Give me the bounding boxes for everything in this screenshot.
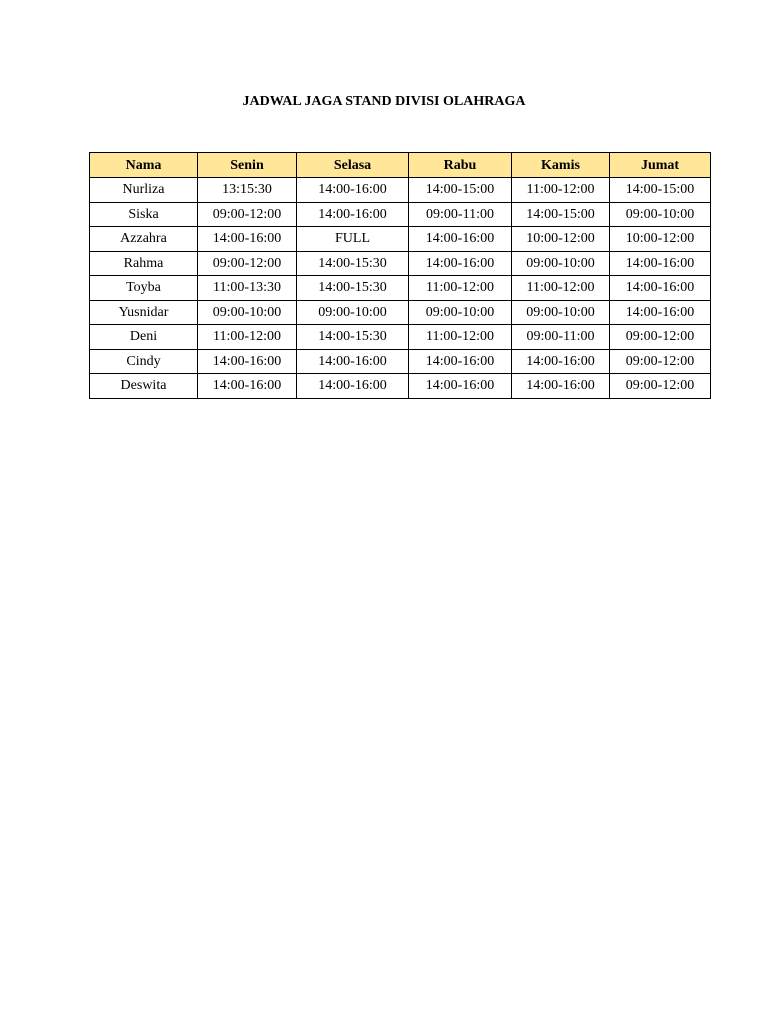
selasa-cell: 14:00-15:30 bbox=[297, 251, 409, 276]
table-row bbox=[90, 251, 711, 276]
schedule-table bbox=[89, 152, 711, 399]
table-row bbox=[90, 227, 711, 252]
selasa-cell: 14:00-15:30 bbox=[297, 276, 409, 301]
jumat-cell: 09:00-12:00 bbox=[610, 349, 711, 374]
rabu-cell: 11:00-12:00 bbox=[409, 276, 512, 301]
name-cell: Cindy bbox=[90, 349, 198, 374]
table-body bbox=[90, 178, 711, 399]
name-cell: Siska bbox=[90, 202, 198, 227]
kamis-cell: 14:00-16:00 bbox=[512, 349, 610, 374]
kamis-cell: 11:00-12:00 bbox=[512, 276, 610, 301]
rabu-cell: 14:00-16:00 bbox=[409, 374, 512, 399]
rabu-cell: 09:00-11:00 bbox=[409, 202, 512, 227]
rabu-cell: 14:00-16:00 bbox=[409, 349, 512, 374]
table-row bbox=[90, 276, 711, 301]
jumat-cell: 09:00-10:00 bbox=[610, 202, 711, 227]
senin-cell: 11:00-13:30 bbox=[198, 276, 297, 301]
header-cell-rabu: Rabu bbox=[409, 153, 512, 178]
name-cell: Nurliza bbox=[90, 178, 198, 203]
page-title: JADWAL JAGA STAND DIVISI OLAHRAGA bbox=[242, 94, 526, 109]
jumat-cell: 14:00-16:00 bbox=[610, 300, 711, 325]
selasa-cell: 14:00-15:30 bbox=[297, 325, 409, 350]
kamis-cell: 14:00-15:00 bbox=[512, 202, 610, 227]
senin-cell: 14:00-16:00 bbox=[198, 349, 297, 374]
table-row bbox=[90, 178, 711, 203]
kamis-cell: 10:00-12:00 bbox=[512, 227, 610, 252]
senin-cell: 09:00-12:00 bbox=[198, 251, 297, 276]
header-cell-jumat: Jumat bbox=[610, 153, 711, 178]
senin-cell: 09:00-10:00 bbox=[198, 300, 297, 325]
table-row bbox=[90, 300, 711, 325]
jumat-cell: 14:00-16:00 bbox=[610, 251, 711, 276]
name-cell: Deswita bbox=[90, 374, 198, 399]
selasa-cell: FULL bbox=[297, 227, 409, 252]
kamis-cell: 09:00-11:00 bbox=[512, 325, 610, 350]
kamis-cell: 14:00-16:00 bbox=[512, 374, 610, 399]
rabu-cell: 14:00-16:00 bbox=[409, 227, 512, 252]
senin-cell: 14:00-16:00 bbox=[198, 227, 297, 252]
selasa-cell: 14:00-16:00 bbox=[297, 374, 409, 399]
kamis-cell: 09:00-10:00 bbox=[512, 300, 610, 325]
name-cell: Azzahra bbox=[90, 227, 198, 252]
name-cell: Toyba bbox=[90, 276, 198, 301]
name-cell: Rahma bbox=[90, 251, 198, 276]
header-cell-senin: Senin bbox=[198, 153, 297, 178]
rabu-cell: 14:00-16:00 bbox=[409, 251, 512, 276]
senin-cell: 09:00-12:00 bbox=[198, 202, 297, 227]
senin-cell: 11:00-12:00 bbox=[198, 325, 297, 350]
header-cell-selasa: Selasa bbox=[297, 153, 409, 178]
rabu-cell: 11:00-12:00 bbox=[409, 325, 512, 350]
jumat-cell: 09:00-12:00 bbox=[610, 325, 711, 350]
table-row bbox=[90, 349, 711, 374]
selasa-cell: 14:00-16:00 bbox=[297, 178, 409, 203]
selasa-cell: 14:00-16:00 bbox=[297, 202, 409, 227]
selasa-cell: 09:00-10:00 bbox=[297, 300, 409, 325]
kamis-cell: 09:00-10:00 bbox=[512, 251, 610, 276]
senin-cell: 13:15:30 bbox=[198, 178, 297, 203]
table-row bbox=[90, 374, 711, 399]
senin-cell: 14:00-16:00 bbox=[198, 374, 297, 399]
jumat-cell: 09:00-12:00 bbox=[610, 374, 711, 399]
kamis-cell: 11:00-12:00 bbox=[512, 178, 610, 203]
table-row bbox=[90, 325, 711, 350]
name-cell: Yusnidar bbox=[90, 300, 198, 325]
header-row bbox=[90, 153, 711, 178]
selasa-cell: 14:00-16:00 bbox=[297, 349, 409, 374]
name-cell: Deni bbox=[90, 325, 198, 350]
header-cell-nama: Nama bbox=[90, 153, 198, 178]
header-cell-kamis: Kamis bbox=[512, 153, 610, 178]
rabu-cell: 14:00-15:00 bbox=[409, 178, 512, 203]
table-header bbox=[90, 153, 711, 178]
table-row bbox=[90, 202, 711, 227]
jumat-cell: 10:00-12:00 bbox=[610, 227, 711, 252]
jumat-cell: 14:00-15:00 bbox=[610, 178, 711, 203]
rabu-cell: 09:00-10:00 bbox=[409, 300, 512, 325]
jumat-cell: 14:00-16:00 bbox=[610, 276, 711, 301]
